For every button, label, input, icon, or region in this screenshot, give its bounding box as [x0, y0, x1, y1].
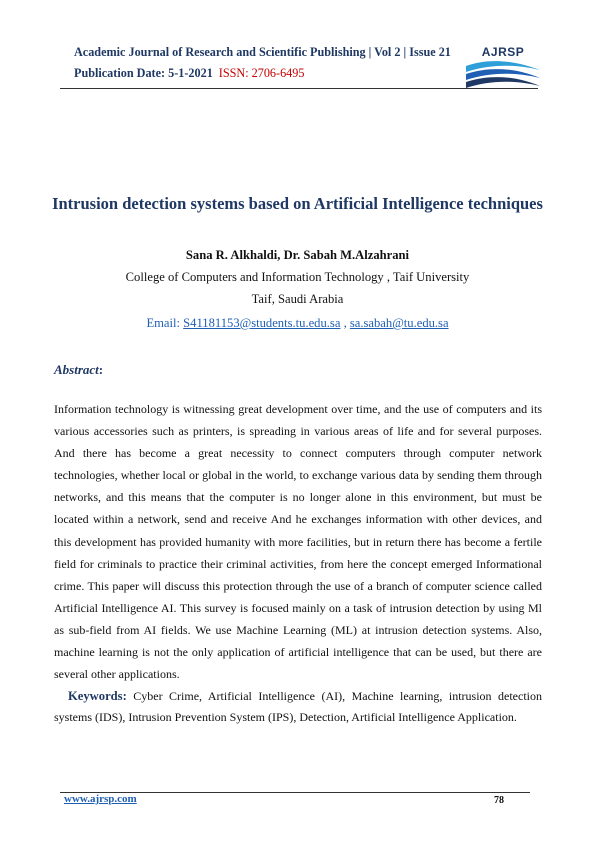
page-number: 78 [494, 795, 504, 806]
email-link-2[interactable]: sa.sabah@tu.edu.sa [349, 316, 449, 330]
email-link-1[interactable]: S41181153@students.tu.edu.sa [183, 316, 341, 330]
affiliation-line-1: College of Computers and Information Technology , Taif University [125, 270, 470, 284]
logo-wave-icon [462, 58, 544, 90]
journal-header: Academic Journal of Research and Scientific Publishing | Vol 2 | Issue 21 [74, 45, 451, 59]
abstract-body: Information technology is witnessing great development over time, and the use of computers and its various accessories such as printers, is spreading in various areas of life and for several purposes. And there has become a great necessity to connect computers through computer network technologies, whether local or global in the world, to exchange various data by sending them through networks, and this means that the computer is no longer alone in this environment, but must be located within a network, send and receive And he exchanges information with other devices, and this development has provided humanity with more facilities, but in return there has become a fertile field for criminals to practice their criminal activities, from here the concept emerged Informational crime. This paper will discuss this protection through the use of a branch of computer science called Artificial Intelligence AI. This survey is focused mainly on a task of intrusion detection by using Ml as sub-field from AI fields. We use Machine Learning (ML) at intrusion detection systems. Also, machine learning is not the only application of artificial intelligence that can be used, but there are several other applications. [54, 402, 542, 682]
keywords-label: Keywords: [68, 689, 127, 703]
logo-text: AJRSP [481, 45, 525, 59]
publication-line [74, 66, 304, 81]
issn: ISSN: 2706-6495 [218, 66, 305, 80]
paper-title: Intrusion detection systems based on Artificial Intelligence techniques [52, 194, 543, 213]
abstract-heading [54, 362, 103, 378]
affiliation-line-2: Taif, Saudi Arabia [251, 292, 344, 306]
email-label: Email: [146, 316, 184, 330]
footer-url[interactable]: www.ajrsp.com [64, 793, 137, 805]
journal-logo [462, 40, 544, 90]
abstract-heading-colon: : [98, 362, 104, 377]
email-separator: , [340, 316, 350, 330]
email-line [0, 316, 595, 331]
authors: Sana R. Alkhaldi, Dr. Sabah M.Alzahrani [185, 248, 410, 262]
keywords [54, 686, 542, 728]
keywords-text: Cyber Crime, Artificial Intelligence (AI), Machine learning, intrusion detection systems (IDS), Intrusion Prevention System (IPS), Detection, Artificial Intelligence Application. [54, 689, 542, 724]
publication-date: Publication Date: 5-1-2021 [74, 66, 213, 80]
abstract-heading-text: Abstract [54, 362, 99, 377]
